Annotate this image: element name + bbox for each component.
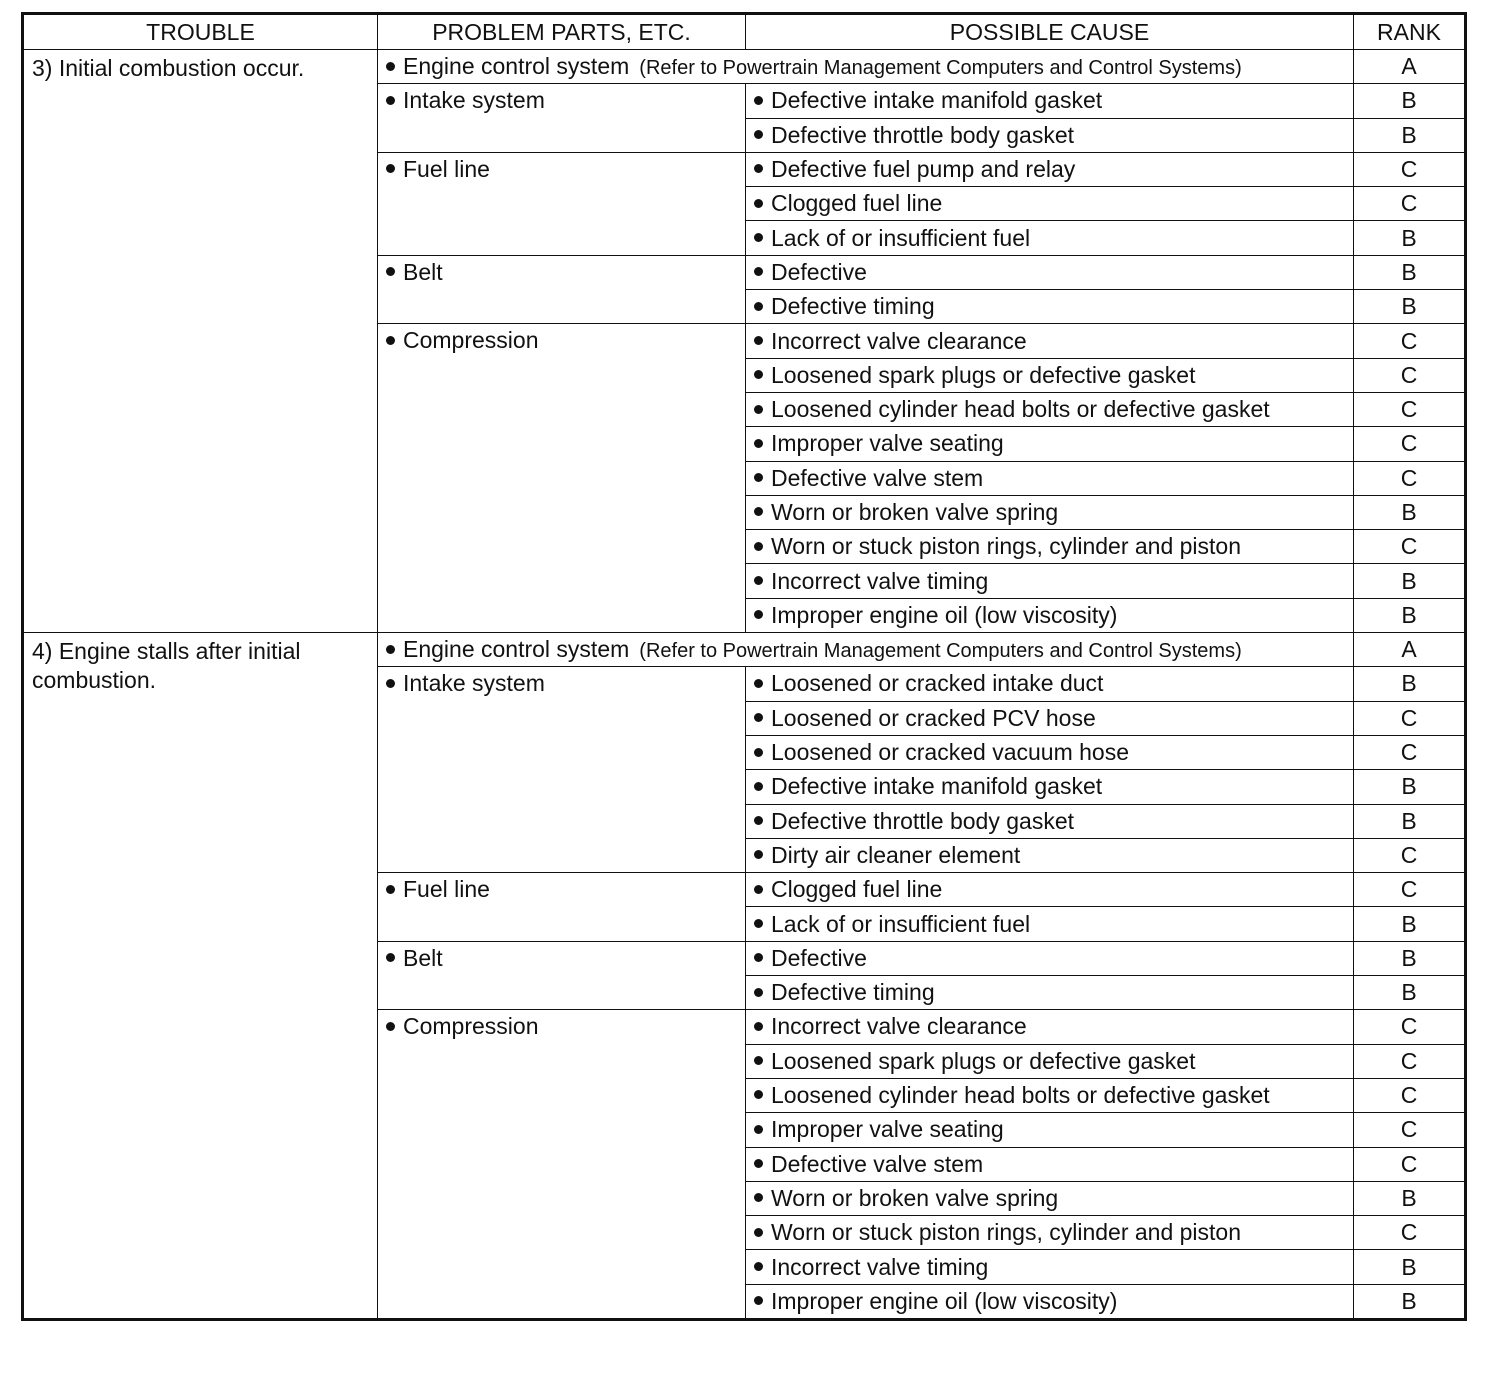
possible-cause-cell bbox=[746, 530, 1354, 564]
bullet-icon bbox=[754, 713, 763, 722]
possible-cause-label: Clogged fuel line bbox=[771, 190, 943, 217]
rank-cell: C bbox=[1354, 187, 1466, 221]
possible-cause-cell bbox=[746, 770, 1354, 804]
bullet-icon bbox=[754, 96, 763, 105]
possible-cause-label: Loosened cylinder head bolts or defective gasket bbox=[771, 1082, 1270, 1109]
rank-cell: B bbox=[1354, 564, 1466, 598]
bullet-icon bbox=[386, 336, 395, 345]
possible-cause-label: Worn or stuck piston rings, cylinder and piston bbox=[771, 1219, 1242, 1246]
bullet-icon bbox=[754, 302, 763, 311]
rank-cell: C bbox=[1354, 735, 1466, 769]
rank-cell: C bbox=[1354, 1113, 1466, 1147]
rank-cell: B bbox=[1354, 598, 1466, 632]
possible-cause-cell bbox=[746, 495, 1354, 529]
possible-cause-label: Clogged fuel line bbox=[771, 876, 943, 903]
rank-cell: B bbox=[1354, 907, 1466, 941]
rank-cell: B bbox=[1354, 667, 1466, 701]
rank-cell: C bbox=[1354, 392, 1466, 426]
rank-cell: C bbox=[1354, 461, 1466, 495]
possible-cause-label: Worn or broken valve spring bbox=[771, 1184, 1059, 1211]
bullet-icon bbox=[754, 130, 763, 139]
possible-cause-label: Improper engine oil (low viscosity) bbox=[771, 601, 1118, 628]
possible-cause-label: Improper valve seating bbox=[771, 1116, 1004, 1143]
bullet-icon bbox=[754, 370, 763, 379]
bullet-icon bbox=[754, 1193, 763, 1202]
bullet-icon bbox=[386, 96, 395, 105]
possible-cause-label: Lack of or insufficient fuel bbox=[771, 224, 1031, 251]
bullet-icon bbox=[754, 850, 763, 859]
trouble-cell: 4) Engine stalls after initial combustion. bbox=[23, 633, 378, 1320]
possible-cause-cell bbox=[746, 941, 1354, 975]
possible-cause-cell bbox=[746, 1113, 1354, 1147]
rank-cell: C bbox=[1354, 358, 1466, 392]
possible-cause-label: Defective valve stem bbox=[771, 1150, 984, 1177]
possible-cause-label: Defective intake manifold gasket bbox=[771, 773, 1103, 800]
troubleshooting-table bbox=[21, 12, 1467, 1321]
bullet-icon bbox=[754, 336, 763, 345]
bullet-icon bbox=[386, 885, 395, 894]
header-parts: PROBLEM PARTS, ETC. bbox=[378, 14, 746, 50]
bullet-icon bbox=[386, 267, 395, 276]
bullet-icon bbox=[754, 782, 763, 791]
possible-cause-cell bbox=[746, 221, 1354, 255]
bullet-icon bbox=[754, 473, 763, 482]
bullet-icon bbox=[386, 679, 395, 688]
rank-cell: C bbox=[1354, 873, 1466, 907]
possible-cause-label: Incorrect valve timing bbox=[771, 567, 989, 594]
bullet-icon bbox=[386, 1022, 395, 1031]
reference-note: (Refer to Powertrain Management Computers and Control Systems) bbox=[639, 640, 1242, 663]
rank-cell: B bbox=[1354, 118, 1466, 152]
possible-cause-label: Loosened or cracked PCV hose bbox=[771, 704, 1096, 731]
rank-cell: C bbox=[1354, 427, 1466, 461]
problem-part-cell bbox=[378, 873, 746, 942]
problem-part-label: Engine control system bbox=[403, 636, 630, 663]
possible-cause-label: Loosened or cracked intake duct bbox=[771, 670, 1104, 697]
possible-cause-cell bbox=[746, 873, 1354, 907]
table-row bbox=[23, 633, 1466, 667]
possible-cause-label: Defective bbox=[771, 258, 867, 285]
problem-part-label: Compression bbox=[403, 327, 539, 354]
problem-part-label: Intake system bbox=[403, 670, 545, 697]
possible-cause-cell bbox=[746, 187, 1354, 221]
possible-cause-cell bbox=[746, 804, 1354, 838]
problem-part-cell bbox=[378, 152, 746, 255]
rank-cell: C bbox=[1354, 1216, 1466, 1250]
possible-cause-cell bbox=[746, 358, 1354, 392]
bullet-icon bbox=[754, 1125, 763, 1134]
rank-cell: C bbox=[1354, 1078, 1466, 1112]
rank-cell: B bbox=[1354, 255, 1466, 289]
possible-cause-cell bbox=[746, 461, 1354, 495]
table-body bbox=[23, 50, 1466, 1320]
problem-part-cell bbox=[378, 324, 746, 633]
possible-cause-label: Loosened spark plugs or defective gasket bbox=[771, 361, 1196, 388]
possible-cause-label: Loosened spark plugs or defective gasket bbox=[771, 1047, 1196, 1074]
possible-cause-cell bbox=[746, 838, 1354, 872]
rank-cell: B bbox=[1354, 84, 1466, 118]
possible-cause-label: Defective intake manifold gasket bbox=[771, 87, 1103, 114]
possible-cause-label: Dirty air cleaner element bbox=[771, 841, 1021, 868]
bullet-icon bbox=[754, 748, 763, 757]
bullet-icon bbox=[754, 542, 763, 551]
problem-part-cell bbox=[378, 941, 746, 1010]
rank-cell: C bbox=[1354, 1147, 1466, 1181]
possible-cause-label: Incorrect valve clearance bbox=[771, 1013, 1027, 1040]
bullet-icon bbox=[754, 1262, 763, 1271]
possible-cause-cell bbox=[746, 1250, 1354, 1284]
bullet-icon bbox=[754, 953, 763, 962]
possible-cause-cell bbox=[746, 1284, 1354, 1319]
possible-cause-label: Lack of or insufficient fuel bbox=[771, 910, 1031, 937]
problem-part-label: Belt bbox=[403, 258, 443, 285]
possible-cause-label: Loosened or cracked vacuum hose bbox=[771, 739, 1129, 766]
rank-cell: B bbox=[1354, 290, 1466, 324]
rank-cell: C bbox=[1354, 152, 1466, 186]
possible-cause-cell bbox=[746, 1078, 1354, 1112]
possible-cause-label: Loosened cylinder head bolts or defective gasket bbox=[771, 396, 1270, 423]
bullet-icon bbox=[754, 405, 763, 414]
bullet-icon bbox=[386, 645, 395, 654]
possible-cause-cell bbox=[746, 152, 1354, 186]
possible-cause-cell bbox=[746, 1216, 1354, 1250]
problem-part-label: Intake system bbox=[403, 87, 545, 114]
possible-cause-label: Incorrect valve clearance bbox=[771, 327, 1027, 354]
rank-cell: B bbox=[1354, 804, 1466, 838]
possible-cause-cell bbox=[746, 427, 1354, 461]
problem-part-label: Belt bbox=[403, 944, 443, 971]
possible-cause-cell bbox=[746, 290, 1354, 324]
rank-cell: A bbox=[1354, 633, 1466, 667]
problem-part-cell bbox=[378, 633, 1354, 667]
problem-part-cell bbox=[378, 255, 746, 324]
possible-cause-label: Defective throttle body gasket bbox=[771, 807, 1074, 834]
bullet-icon bbox=[754, 885, 763, 894]
bullet-icon bbox=[386, 164, 395, 173]
rank-cell: B bbox=[1354, 221, 1466, 255]
problem-part-cell bbox=[378, 84, 746, 153]
possible-cause-cell bbox=[746, 976, 1354, 1010]
bullet-icon bbox=[754, 164, 763, 173]
reference-note: (Refer to Powertrain Management Computers and Control Systems) bbox=[639, 57, 1242, 80]
rank-cell: C bbox=[1354, 1010, 1466, 1044]
possible-cause-cell bbox=[746, 255, 1354, 289]
problem-part-label: Compression bbox=[403, 1013, 539, 1040]
possible-cause-label: Worn or broken valve spring bbox=[771, 499, 1059, 525]
possible-cause-cell bbox=[746, 1044, 1354, 1078]
bullet-icon bbox=[386, 62, 395, 71]
bullet-icon bbox=[754, 199, 763, 208]
problem-part-cell bbox=[378, 50, 1354, 84]
rank-cell: B bbox=[1354, 1181, 1466, 1215]
bullet-icon bbox=[754, 1296, 763, 1305]
bullet-icon bbox=[754, 439, 763, 448]
possible-cause-cell bbox=[746, 324, 1354, 358]
rank-cell: B bbox=[1354, 941, 1466, 975]
bullet-icon bbox=[754, 988, 763, 997]
possible-cause-label: Improper engine oil (low viscosity) bbox=[771, 1287, 1118, 1314]
bullet-icon bbox=[754, 1056, 763, 1065]
rank-cell: A bbox=[1354, 50, 1466, 84]
bullet-icon bbox=[754, 679, 763, 688]
possible-cause-cell bbox=[746, 907, 1354, 941]
rank-cell: C bbox=[1354, 530, 1466, 564]
rank-cell: C bbox=[1354, 701, 1466, 735]
problem-part-cell bbox=[378, 1010, 746, 1320]
possible-cause-label: Incorrect valve timing bbox=[771, 1253, 989, 1280]
bullet-icon bbox=[754, 1090, 763, 1099]
possible-cause-cell bbox=[746, 1010, 1354, 1044]
problem-part-label: Engine control system bbox=[403, 53, 630, 80]
header-rank: RANK bbox=[1354, 14, 1466, 50]
bullet-icon bbox=[754, 1228, 763, 1237]
possible-cause-label: Defective throttle body gasket bbox=[771, 121, 1074, 148]
possible-cause-cell bbox=[746, 392, 1354, 426]
bullet-icon bbox=[754, 267, 763, 276]
rank-cell: B bbox=[1354, 1284, 1466, 1319]
rank-cell: C bbox=[1354, 838, 1466, 872]
table-row bbox=[23, 50, 1466, 84]
rank-cell: C bbox=[1354, 1044, 1466, 1078]
possible-cause-cell bbox=[746, 118, 1354, 152]
possible-cause-label: Defective timing bbox=[771, 979, 935, 1006]
bullet-icon bbox=[754, 816, 763, 825]
possible-cause-label: Defective bbox=[771, 944, 867, 971]
possible-cause-cell bbox=[746, 1181, 1354, 1215]
problem-part-cell bbox=[378, 667, 746, 873]
possible-cause-cell bbox=[746, 1147, 1354, 1181]
bullet-icon bbox=[754, 610, 763, 619]
rank-cell: C bbox=[1354, 324, 1466, 358]
rank-cell: B bbox=[1354, 1250, 1466, 1284]
possible-cause-cell bbox=[746, 84, 1354, 118]
header-cause: POSSIBLE CAUSE bbox=[746, 14, 1354, 50]
bullet-icon bbox=[386, 953, 395, 962]
possible-cause-label: Defective timing bbox=[771, 293, 935, 320]
possible-cause-cell bbox=[746, 564, 1354, 598]
header-row bbox=[23, 14, 1466, 50]
bullet-icon bbox=[754, 1022, 763, 1031]
problem-part-label: Fuel line bbox=[403, 155, 490, 182]
possible-cause-label: Worn or stuck piston rings, cylinder and piston bbox=[771, 533, 1242, 560]
bullet-icon bbox=[754, 919, 763, 928]
header-trouble: TROUBLE bbox=[23, 14, 378, 50]
problem-part-label: Fuel line bbox=[403, 876, 490, 903]
possible-cause-label: Defective fuel pump and relay bbox=[771, 156, 1076, 183]
possible-cause-cell bbox=[746, 735, 1354, 769]
possible-cause-label: Improper valve seating bbox=[771, 430, 1004, 457]
bullet-icon bbox=[754, 1159, 763, 1168]
bullet-icon bbox=[754, 507, 763, 516]
possible-cause-label: Defective valve stem bbox=[771, 464, 984, 491]
possible-cause-cell bbox=[746, 598, 1354, 632]
bullet-icon bbox=[754, 233, 763, 242]
rank-cell: B bbox=[1354, 495, 1466, 529]
rank-cell: B bbox=[1354, 976, 1466, 1010]
possible-cause-cell bbox=[746, 667, 1354, 701]
bullet-icon bbox=[754, 576, 763, 585]
rank-cell: B bbox=[1354, 770, 1466, 804]
trouble-cell: 3) Initial combustion occur. bbox=[23, 50, 378, 633]
possible-cause-cell bbox=[746, 701, 1354, 735]
